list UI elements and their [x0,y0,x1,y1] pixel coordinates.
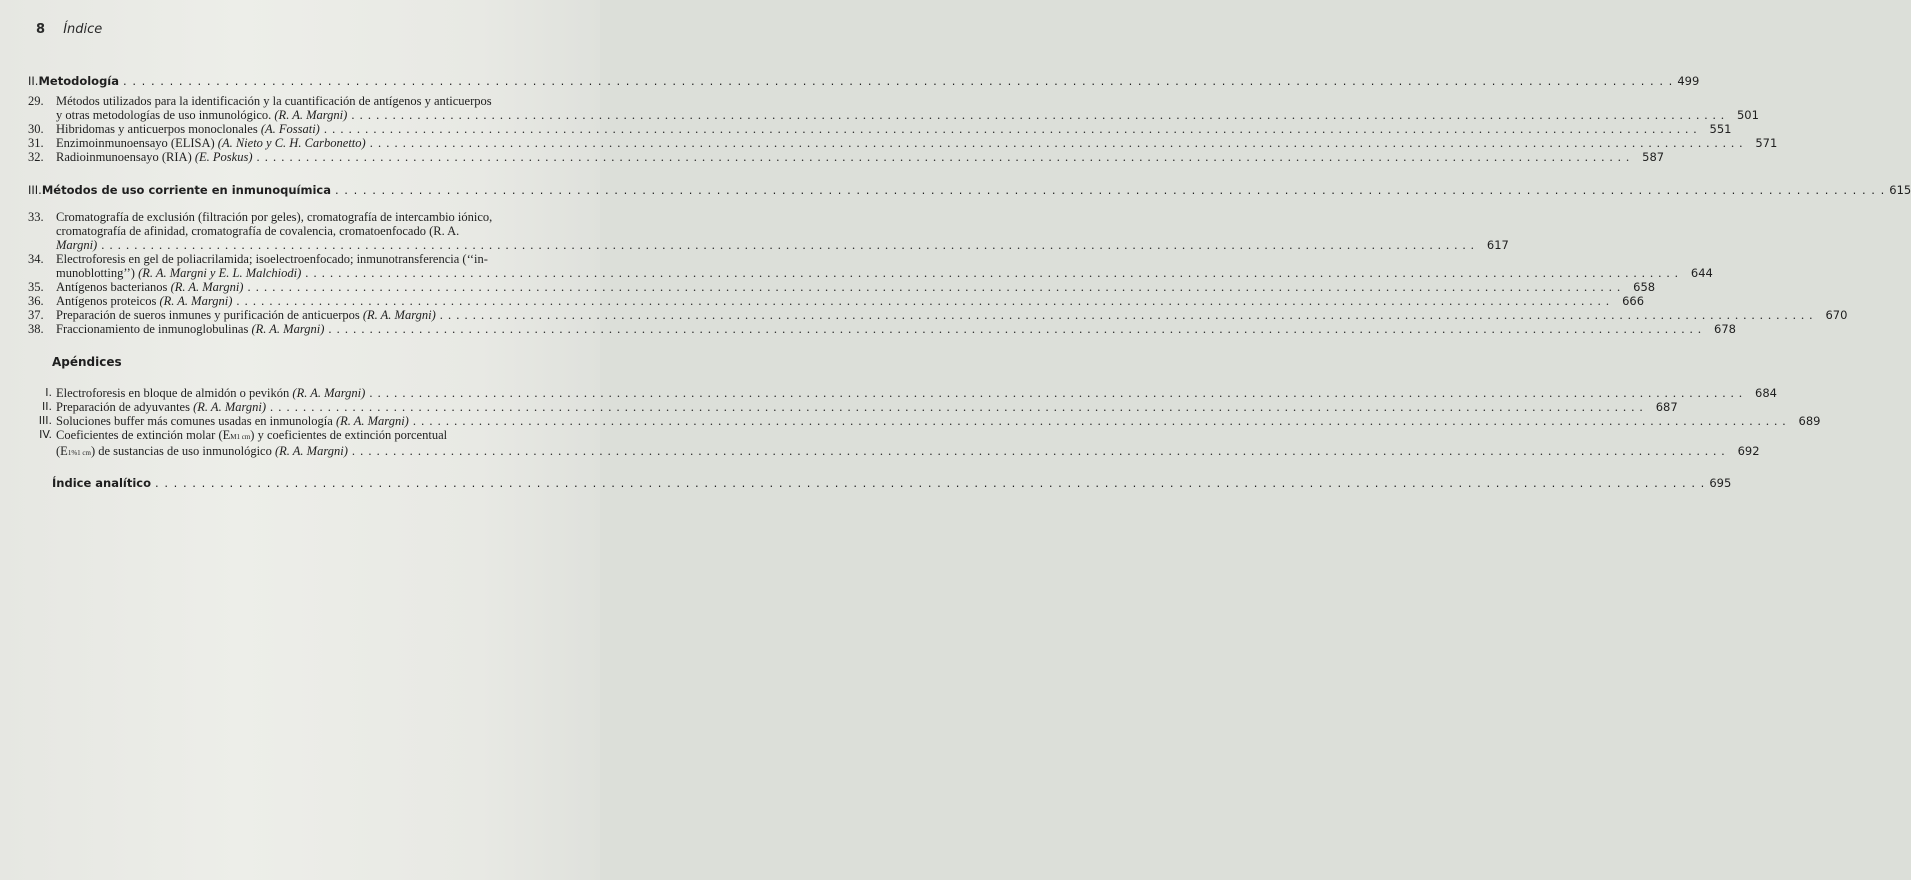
entry-author: (E. Poskus) [194,150,253,164]
entry-author: (R. A. Margni) [362,308,436,322]
index-page: 695 [1709,476,1732,490]
leader-dots [236,294,1610,308]
index-title: Índice analítico [52,476,152,490]
leader-dots [440,308,1814,322]
entry-text: cromatografía de afinidad, cromatografía de covalencia, cromatoenfocado (R. A. [56,224,460,238]
entry-page: 571 [1755,136,1778,150]
section-title: Métodos de uso corriente en inmunoquímica [41,183,331,197]
entry-page: 666 [1622,294,1645,308]
section-page: 615 [1889,183,1911,197]
entry-text: ) de sustancias de uso inmunológico [90,444,272,458]
entry-page: 658 [1633,280,1656,294]
section-iii-heading [28,183,1911,197]
entry-number: 34. [28,252,44,266]
entry-number: 38. [28,322,44,336]
entry-text: Antígenos bacterianos [56,280,168,294]
entry-number: 30. [28,122,44,136]
entry-author: (R. A. Margni) [159,294,233,308]
leader-dots [270,400,1644,414]
subscript: 1 cm [236,433,251,441]
entry-author: (R. A. Margni) [193,400,267,414]
entry-text: ) y coeficientes de extinción porcentual [250,428,448,442]
leader-dots [351,108,1725,122]
toc-entry-32 [28,150,1665,164]
subscript: 1 cm [77,449,91,457]
leader-dots [370,136,1744,150]
entry-text: y otras metodologías de uso inmunológico. [56,108,272,122]
running-header [36,22,102,37]
toc-entry-33 [28,210,1509,252]
entry-number: IV. [39,428,52,441]
entry-text: Coeficientes de extinción molar (E [56,428,231,442]
entry-page: 551 [1709,122,1732,136]
toc-entry-31 [28,136,1778,150]
toc-entry-35 [28,280,1656,294]
entry-number: III. [38,414,52,427]
entry-text: Cromatografía de exclusión (filtración por geles), cromatografía de intercambio iónico, [56,210,493,224]
entry-page: 587 [1642,150,1665,164]
leader-dots [335,183,1885,197]
entry-text: (E [56,444,68,458]
page-number: 8 [36,22,46,37]
appendix-list [28,386,1821,460]
leader-dots [101,238,1475,252]
entry-page: 670 [1825,308,1848,322]
superscript: 1% [67,449,78,457]
leader-dots [123,74,1673,88]
appendix-entry-iv [28,428,1760,460]
entry-text: Enzimoinmunoensayo (ELISA) [56,136,215,150]
entry-author: (R. A. Margni y E. L. Malchiodi) [138,266,302,280]
entry-text: Métodos utilizados para la identificación y la cuantificación de antígenos y anticuerpos [56,94,492,108]
entry-number: 36. [28,294,44,308]
appendices-heading: Apéndices [52,355,122,369]
entry-number: II. [42,400,52,413]
entry-author: (R. A. Margni) [274,108,348,122]
appendix-entry-i [28,386,1777,400]
entry-number: I. [45,386,52,399]
leader-dots [413,414,1787,428]
entry-author: Margni) [56,238,98,252]
entry-author: (R. A. Margni) [251,322,325,336]
entry-page: 687 [1655,400,1678,414]
chapter-list-a [28,94,1778,164]
entry-page: 692 [1737,444,1760,458]
entry-page: 617 [1486,238,1509,252]
entry-text: Radioinmunoensayo (RIA) [56,150,192,164]
entry-number: 32. [28,150,44,164]
section-title: Metodología [38,74,120,88]
appendix-entry-iii [28,414,1821,428]
leader-dots [324,122,1698,136]
entry-author: (R. A. Margni) [274,444,348,458]
entry-author: (R. A. Margni) [335,414,409,428]
entry-text: Hibridomas y anticuerpos monoclonales [56,122,258,136]
entry-text: Preparación de sueros inmunes y purificación de anticuerpos [56,308,360,322]
entry-author: (R. A. Margni) [170,280,244,294]
section-numeral: III. [28,183,42,197]
entry-number: 35. [28,280,44,294]
entry-text: Electroforesis en gel de poliacrilamida; isoelectroenfocado; inmunotransferencia (‘‘in- [56,252,488,266]
entry-number: 33. [28,210,44,224]
entry-text: munoblotting’’) [56,266,135,280]
entry-author: (A. Nieto y C. H. Carbonetto) [217,136,366,150]
entry-page: 501 [1736,108,1759,122]
entry-page: 684 [1755,386,1777,400]
leader-dots [305,266,1679,280]
entry-text: Preparación de adyuvantes [56,400,190,414]
leader-dots [352,444,1726,458]
leader-dots [155,476,1705,490]
index-heading [52,476,1732,490]
leader-dots [328,322,1702,336]
running-title: Índice [63,22,103,37]
leader-dots [257,150,1631,164]
section-page: 499 [1677,74,1700,88]
leader-dots [369,386,1743,400]
entry-text: Fraccionamiento de inmunoglobulinas [56,322,249,336]
entry-page: 644 [1690,266,1713,280]
entry-author: (R. A. Margni) [292,386,366,400]
section-numeral: II. [28,74,39,88]
superscript: M [230,433,237,441]
toc-entry-36 [28,294,1645,308]
entry-number: 31. [28,136,44,150]
toc-entry-38 [28,322,1736,336]
entry-page: 689 [1798,414,1821,428]
entry-text: Electroforesis en bloque de almidón o pevikón [56,386,290,400]
toc-entry-37 [28,308,1848,322]
leader-dots [247,280,1621,294]
entry-text: Soluciones buffer más comunes usadas en inmunología [56,414,333,428]
entry-author: (A. Fossati) [260,122,320,136]
toc-entry-30 [28,122,1732,136]
toc-entry-29 [28,94,1759,122]
entry-text: Antígenos proteicos [56,294,157,308]
chapter-list-b [28,210,1848,336]
entry-number: 29. [28,94,44,108]
toc-entry-34 [28,252,1713,280]
appendix-entry-ii [28,400,1678,414]
entry-page: 678 [1714,322,1736,336]
section-ii-heading [28,66,1700,88]
entry-number: 37. [28,308,44,322]
